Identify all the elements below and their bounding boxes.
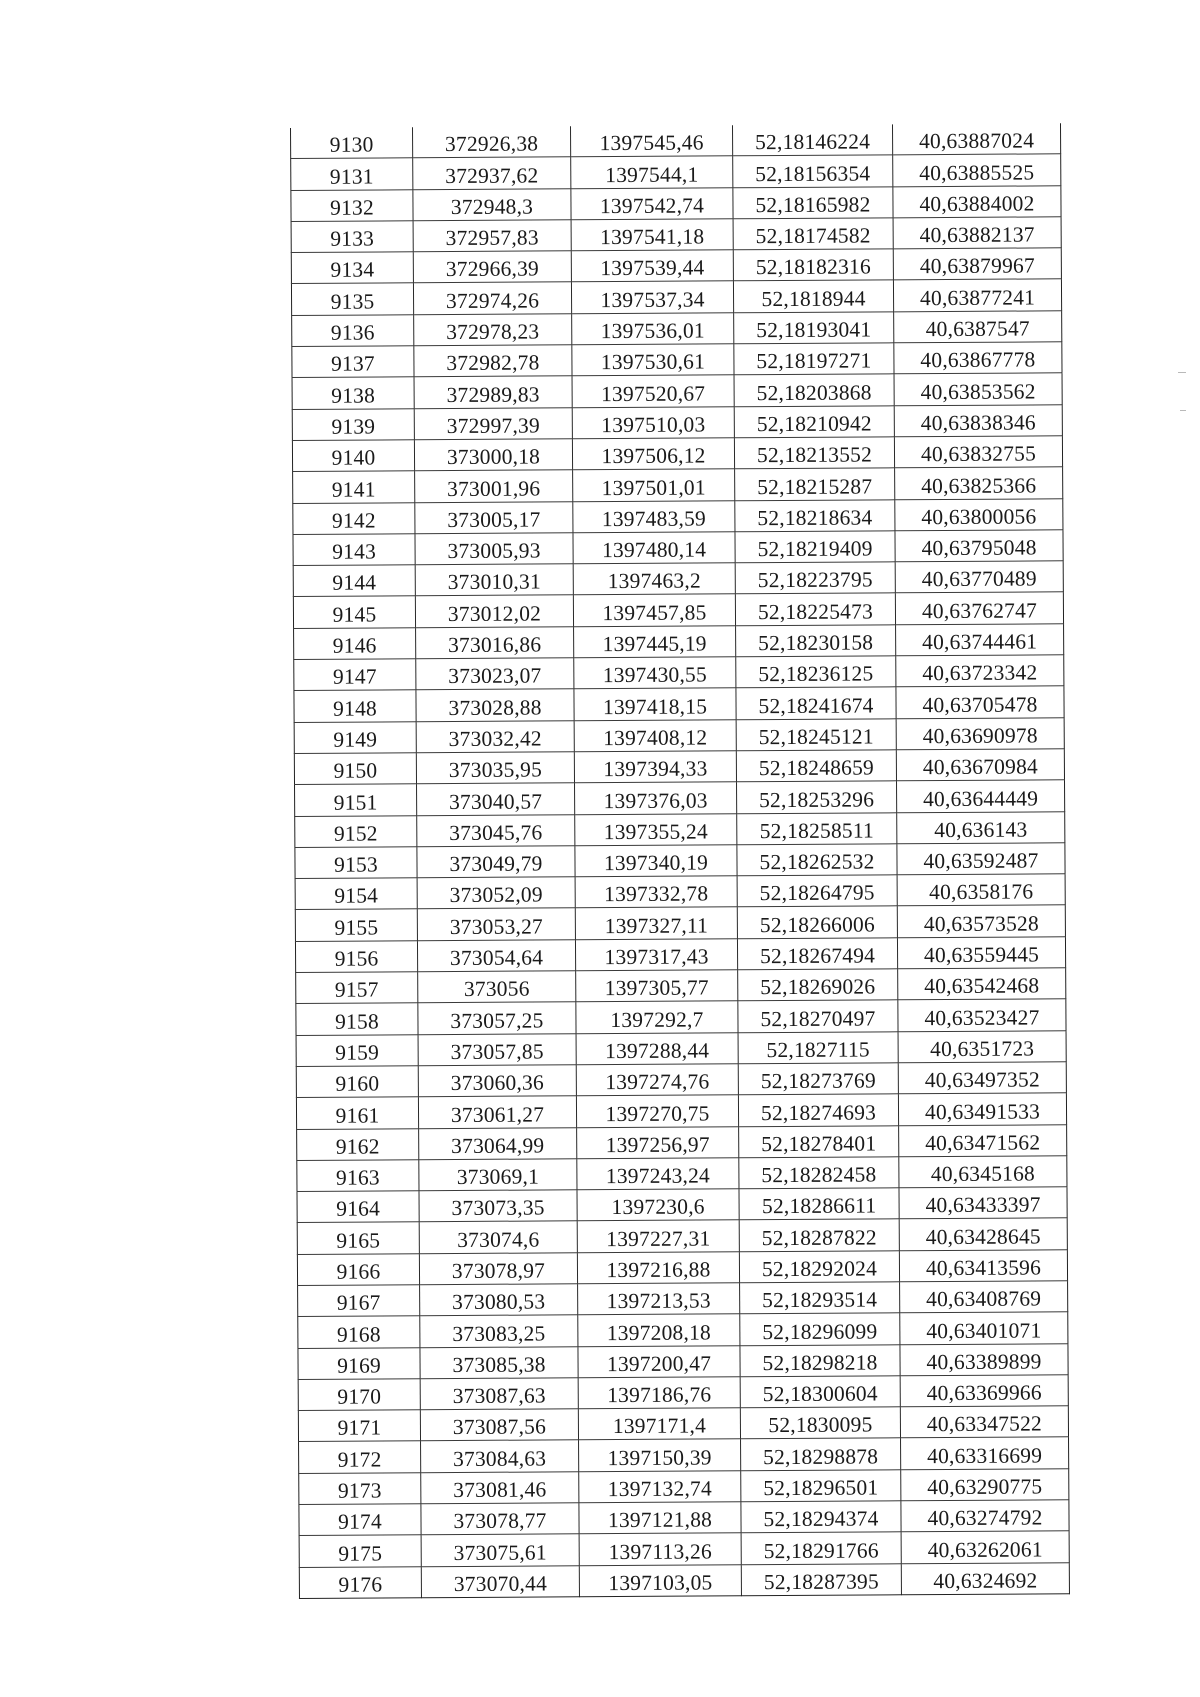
latitude-cell: 52,18174582 bbox=[733, 218, 893, 250]
y-coordinate-cell: 1397186,76 bbox=[578, 1377, 740, 1409]
y-coordinate-cell: 1397200,47 bbox=[578, 1345, 740, 1377]
table-row bbox=[293, 467, 1063, 503]
longitude-cell: 40,63471562 bbox=[899, 1124, 1067, 1156]
longitude-cell: 40,63491533 bbox=[898, 1093, 1066, 1125]
y-coordinate-cell: 1397213,53 bbox=[578, 1283, 740, 1315]
latitude-cell: 52,18282458 bbox=[739, 1157, 899, 1189]
y-coordinate-cell: 1397520,67 bbox=[572, 375, 734, 407]
latitude-cell: 52,18298218 bbox=[740, 1344, 900, 1376]
table-row bbox=[296, 999, 1066, 1035]
y-coordinate-cell: 1397463,2 bbox=[573, 563, 735, 595]
point-number-cell: 9157 bbox=[296, 972, 418, 1004]
x-coordinate-cell: 373057,25 bbox=[418, 1002, 576, 1034]
longitude-cell: 40,63523427 bbox=[898, 999, 1066, 1031]
x-coordinate-cell: 373028,88 bbox=[416, 689, 574, 721]
y-coordinate-cell: 1397305,77 bbox=[576, 970, 738, 1002]
point-number-cell: 9141 bbox=[293, 471, 415, 503]
table-row bbox=[292, 342, 1062, 378]
longitude-cell: 40,63347522 bbox=[900, 1406, 1068, 1438]
table-row bbox=[297, 1156, 1067, 1192]
longitude-cell: 40,63428645 bbox=[899, 1218, 1067, 1250]
point-number-cell: 9155 bbox=[295, 909, 417, 941]
point-number-cell: 9166 bbox=[297, 1253, 419, 1285]
table-row bbox=[299, 1562, 1069, 1598]
x-coordinate-cell: 373069,1 bbox=[419, 1159, 577, 1191]
point-number-cell: 9145 bbox=[293, 596, 415, 628]
table-row bbox=[297, 1249, 1067, 1285]
table-row bbox=[296, 1030, 1066, 1066]
coordinate-table-body bbox=[291, 123, 1070, 1598]
table-row bbox=[291, 123, 1061, 158]
longitude-cell: 40,63290775 bbox=[901, 1469, 1069, 1501]
longitude-cell: 40,63795048 bbox=[895, 530, 1063, 562]
table-row bbox=[297, 1218, 1067, 1254]
y-coordinate-cell: 1397270,75 bbox=[576, 1095, 738, 1127]
latitude-cell: 52,18210942 bbox=[734, 405, 894, 437]
y-coordinate-cell: 1397150,39 bbox=[579, 1439, 741, 1471]
x-coordinate-cell: 373005,17 bbox=[415, 501, 573, 533]
x-coordinate-cell: 373001,96 bbox=[415, 470, 573, 502]
point-number-cell: 9143 bbox=[293, 534, 415, 566]
longitude-cell: 40,63853562 bbox=[894, 373, 1062, 405]
table-row bbox=[299, 1531, 1069, 1567]
table-row bbox=[295, 874, 1065, 910]
y-coordinate-cell: 1397332,78 bbox=[575, 876, 737, 908]
latitude-cell: 52,18274693 bbox=[738, 1094, 898, 1126]
y-coordinate-cell: 1397243,24 bbox=[577, 1158, 739, 1190]
longitude-cell: 40,63884002 bbox=[893, 185, 1061, 217]
y-coordinate-cell: 1397539,44 bbox=[571, 250, 733, 282]
point-number-cell: 9170 bbox=[298, 1379, 420, 1411]
latitude-cell: 52,18262532 bbox=[737, 844, 897, 876]
point-number-cell: 9146 bbox=[294, 627, 416, 659]
x-coordinate-cell: 372957,83 bbox=[413, 220, 571, 252]
x-coordinate-cell: 373010,31 bbox=[415, 564, 573, 596]
latitude-cell: 52,18269026 bbox=[738, 969, 898, 1001]
point-number-cell: 9172 bbox=[299, 1441, 421, 1473]
longitude-cell: 40,636143 bbox=[897, 811, 1065, 843]
latitude-cell: 52,18218634 bbox=[735, 499, 895, 531]
scan-artifact bbox=[1178, 372, 1186, 373]
table-row bbox=[295, 780, 1065, 816]
longitude-cell: 40,63401071 bbox=[900, 1312, 1068, 1344]
y-coordinate-cell: 1397408,12 bbox=[574, 719, 736, 751]
latitude-cell: 52,18241674 bbox=[736, 687, 896, 719]
latitude-cell: 52,18146224 bbox=[732, 124, 892, 156]
x-coordinate-cell: 373056 bbox=[418, 971, 576, 1003]
table-row bbox=[297, 1124, 1067, 1160]
y-coordinate-cell: 1397430,55 bbox=[574, 657, 736, 689]
y-coordinate-cell: 1397530,61 bbox=[572, 344, 734, 376]
table-row bbox=[299, 1437, 1069, 1473]
x-coordinate-cell: 372974,26 bbox=[413, 282, 571, 314]
latitude-cell: 52,1827115 bbox=[738, 1031, 898, 1063]
latitude-cell: 52,18165982 bbox=[733, 186, 893, 218]
x-coordinate-cell: 373049,79 bbox=[417, 846, 575, 878]
y-coordinate-cell: 1397113,26 bbox=[579, 1533, 741, 1565]
latitude-cell: 52,18296099 bbox=[740, 1313, 900, 1345]
latitude-cell: 52,18292024 bbox=[739, 1250, 899, 1282]
latitude-cell: 52,18193041 bbox=[734, 312, 894, 344]
y-coordinate-cell: 1397132,74 bbox=[579, 1471, 741, 1503]
table-row bbox=[297, 1187, 1067, 1223]
table-row bbox=[294, 686, 1064, 722]
y-coordinate-cell: 1397480,14 bbox=[573, 532, 735, 564]
table-row bbox=[298, 1375, 1068, 1411]
latitude-cell: 52,18230158 bbox=[736, 625, 896, 657]
latitude-cell: 52,18219409 bbox=[735, 531, 895, 563]
x-coordinate-cell: 372966,39 bbox=[413, 251, 571, 283]
point-number-cell: 9151 bbox=[295, 784, 417, 816]
longitude-cell: 40,63885525 bbox=[893, 154, 1061, 186]
table-row bbox=[296, 968, 1066, 1004]
point-number-cell: 9154 bbox=[295, 878, 417, 910]
latitude-cell: 52,18253296 bbox=[737, 781, 897, 813]
latitude-cell: 52,18203868 bbox=[734, 374, 894, 406]
x-coordinate-cell: 373057,85 bbox=[418, 1033, 576, 1065]
latitude-cell: 52,18245121 bbox=[736, 718, 896, 750]
y-coordinate-cell: 1397536,01 bbox=[572, 313, 734, 345]
longitude-cell: 40,63542468 bbox=[898, 968, 1066, 1000]
point-number-cell: 9176 bbox=[299, 1566, 421, 1598]
longitude-cell: 40,63573528 bbox=[897, 905, 1065, 937]
y-coordinate-cell: 1397216,88 bbox=[577, 1251, 739, 1283]
point-number-cell: 9140 bbox=[292, 440, 414, 472]
y-coordinate-cell: 1397501,01 bbox=[573, 469, 735, 501]
table-row bbox=[294, 624, 1064, 660]
longitude-cell: 40,63316699 bbox=[901, 1437, 1069, 1469]
y-coordinate-cell: 1397327,11 bbox=[575, 907, 737, 939]
longitude-cell: 40,63497352 bbox=[898, 1062, 1066, 1094]
point-number-cell: 9168 bbox=[298, 1316, 420, 1348]
table-row bbox=[291, 185, 1061, 221]
longitude-cell: 40,63274792 bbox=[901, 1500, 1069, 1532]
latitude-cell: 52,18267494 bbox=[737, 938, 897, 970]
longitude-cell: 40,63825366 bbox=[895, 467, 1063, 499]
latitude-cell: 52,18215287 bbox=[735, 468, 895, 500]
x-coordinate-cell: 373032,42 bbox=[416, 720, 574, 752]
latitude-cell: 52,18286611 bbox=[739, 1188, 899, 1220]
latitude-cell: 52,18213552 bbox=[734, 437, 894, 469]
x-coordinate-cell: 373078,77 bbox=[421, 1503, 579, 1535]
x-coordinate-cell: 372948,3 bbox=[413, 188, 571, 220]
longitude-cell: 40,63882137 bbox=[893, 217, 1061, 249]
point-number-cell: 9150 bbox=[294, 753, 416, 785]
point-number-cell: 9135 bbox=[291, 283, 413, 315]
latitude-cell: 52,18287822 bbox=[739, 1219, 899, 1251]
table-row bbox=[291, 279, 1061, 315]
x-coordinate-cell: 373023,07 bbox=[416, 658, 574, 690]
y-coordinate-cell: 1397288,44 bbox=[576, 1032, 738, 1064]
table-row bbox=[291, 217, 1061, 253]
point-number-cell: 9147 bbox=[294, 659, 416, 691]
longitude-cell: 40,63867778 bbox=[894, 342, 1062, 374]
latitude-cell: 52,18266006 bbox=[737, 906, 897, 938]
y-coordinate-cell: 1397544,1 bbox=[571, 156, 733, 188]
longitude-cell: 40,63644449 bbox=[897, 780, 1065, 812]
table-row bbox=[299, 1469, 1069, 1505]
longitude-cell: 40,63592487 bbox=[897, 843, 1065, 875]
latitude-cell: 52,18223795 bbox=[735, 562, 895, 594]
x-coordinate-cell: 373073,35 bbox=[419, 1190, 577, 1222]
table-row bbox=[291, 248, 1061, 284]
y-coordinate-cell: 1397340,19 bbox=[575, 845, 737, 877]
longitude-cell: 40,63690978 bbox=[896, 717, 1064, 749]
latitude-cell: 52,18258511 bbox=[737, 812, 897, 844]
longitude-cell: 40,63433397 bbox=[899, 1187, 1067, 1219]
longitude-cell: 40,6345168 bbox=[899, 1156, 1067, 1188]
x-coordinate-cell: 373085,38 bbox=[420, 1346, 578, 1378]
table-row bbox=[294, 655, 1064, 691]
latitude-cell: 52,18298878 bbox=[741, 1438, 901, 1470]
point-number-cell: 9130 bbox=[291, 127, 413, 159]
x-coordinate-cell: 373078,97 bbox=[419, 1252, 577, 1284]
point-number-cell: 9167 bbox=[298, 1285, 420, 1317]
y-coordinate-cell: 1397230,6 bbox=[577, 1189, 739, 1221]
table-row bbox=[292, 436, 1062, 472]
y-coordinate-cell: 1397537,34 bbox=[571, 281, 733, 313]
point-number-cell: 9133 bbox=[291, 221, 413, 253]
x-coordinate-cell: 373054,64 bbox=[417, 939, 575, 971]
latitude-cell: 52,18264795 bbox=[737, 875, 897, 907]
point-number-cell: 9149 bbox=[294, 721, 416, 753]
point-number-cell: 9138 bbox=[292, 377, 414, 409]
table-row bbox=[294, 749, 1064, 785]
x-coordinate-cell: 373084,63 bbox=[421, 1440, 579, 1472]
y-coordinate-cell: 1397445,19 bbox=[574, 626, 736, 658]
table-row bbox=[298, 1312, 1068, 1348]
x-coordinate-cell: 373005,93 bbox=[415, 533, 573, 565]
point-number-cell: 9139 bbox=[292, 408, 414, 440]
x-coordinate-cell: 372997,39 bbox=[414, 407, 572, 439]
point-number-cell: 9174 bbox=[299, 1504, 421, 1536]
latitude-cell: 52,18182316 bbox=[733, 249, 893, 281]
point-number-cell: 9152 bbox=[295, 815, 417, 847]
point-number-cell: 9144 bbox=[293, 565, 415, 597]
table-row bbox=[293, 592, 1063, 628]
x-coordinate-cell: 373061,27 bbox=[418, 1096, 576, 1128]
latitude-cell: 52,18296501 bbox=[741, 1470, 901, 1502]
y-coordinate-cell: 1397483,59 bbox=[573, 500, 735, 532]
latitude-cell: 52,18270497 bbox=[738, 1000, 898, 1032]
point-number-cell: 9156 bbox=[295, 940, 417, 972]
x-coordinate-cell: 373060,36 bbox=[418, 1065, 576, 1097]
y-coordinate-cell: 1397103,05 bbox=[579, 1564, 741, 1596]
longitude-cell: 40,63877241 bbox=[893, 279, 1061, 311]
table-row bbox=[296, 1093, 1066, 1129]
longitude-cell: 40,63723342 bbox=[896, 655, 1064, 687]
point-number-cell: 9162 bbox=[297, 1128, 419, 1160]
point-number-cell: 9160 bbox=[296, 1066, 418, 1098]
x-coordinate-cell: 373045,76 bbox=[417, 814, 575, 846]
table-row bbox=[293, 530, 1063, 566]
table-row bbox=[294, 717, 1064, 753]
longitude-cell: 40,63879967 bbox=[893, 248, 1061, 280]
longitude-cell: 40,63887024 bbox=[892, 123, 1060, 155]
latitude-cell: 52,18300604 bbox=[740, 1376, 900, 1408]
point-number-cell: 9137 bbox=[292, 346, 414, 378]
table-row bbox=[292, 311, 1062, 347]
y-coordinate-cell: 1397394,33 bbox=[574, 751, 736, 783]
longitude-cell: 40,6324692 bbox=[901, 1562, 1069, 1594]
x-coordinate-cell: 373075,61 bbox=[421, 1534, 579, 1566]
x-coordinate-cell: 373074,6 bbox=[419, 1221, 577, 1253]
x-coordinate-cell: 373083,25 bbox=[420, 1315, 578, 1347]
y-coordinate-cell: 1397171,4 bbox=[578, 1408, 740, 1440]
table-row bbox=[291, 154, 1061, 190]
table-row bbox=[295, 936, 1065, 972]
x-coordinate-cell: 372926,38 bbox=[412, 126, 570, 158]
x-coordinate-cell: 373012,02 bbox=[415, 595, 573, 627]
longitude-cell: 40,63408769 bbox=[900, 1281, 1068, 1313]
longitude-cell: 40,63705478 bbox=[896, 686, 1064, 718]
x-coordinate-cell: 373016,86 bbox=[416, 627, 574, 659]
longitude-cell: 40,63559445 bbox=[897, 936, 1065, 968]
x-coordinate-cell: 373087,56 bbox=[420, 1409, 578, 1441]
x-coordinate-cell: 373080,53 bbox=[420, 1284, 578, 1316]
longitude-cell: 40,63762747 bbox=[895, 592, 1063, 624]
longitude-cell: 40,63800056 bbox=[895, 498, 1063, 530]
coordinate-table bbox=[290, 123, 1070, 1599]
longitude-cell: 40,6358176 bbox=[897, 874, 1065, 906]
longitude-cell: 40,63413596 bbox=[899, 1249, 1067, 1281]
longitude-cell: 40,63670984 bbox=[896, 749, 1064, 781]
latitude-cell: 52,18236125 bbox=[736, 656, 896, 688]
longitude-cell: 40,63262061 bbox=[901, 1531, 1069, 1563]
scan-artifact bbox=[1180, 410, 1186, 411]
table-row bbox=[292, 373, 1062, 409]
y-coordinate-cell: 1397457,85 bbox=[573, 594, 735, 626]
latitude-cell: 52,18294374 bbox=[741, 1501, 901, 1533]
point-number-cell: 9158 bbox=[296, 1003, 418, 1035]
latitude-cell: 52,1830095 bbox=[740, 1407, 900, 1439]
longitude-cell: 40,63389899 bbox=[900, 1343, 1068, 1375]
table-row bbox=[295, 811, 1065, 847]
latitude-cell: 52,18278401 bbox=[739, 1125, 899, 1157]
latitude-cell: 52,1818944 bbox=[733, 280, 893, 312]
latitude-cell: 52,18225473 bbox=[735, 593, 895, 625]
table-row bbox=[293, 498, 1063, 534]
y-coordinate-cell: 1397541,18 bbox=[571, 219, 733, 251]
point-number-cell: 9175 bbox=[299, 1535, 421, 1567]
y-coordinate-cell: 1397542,74 bbox=[571, 187, 733, 219]
x-coordinate-cell: 373052,09 bbox=[417, 877, 575, 909]
table-row bbox=[298, 1343, 1068, 1379]
point-number-cell: 9136 bbox=[292, 315, 414, 347]
y-coordinate-cell: 1397121,88 bbox=[579, 1502, 741, 1534]
latitude-cell: 52,18287395 bbox=[741, 1563, 901, 1595]
latitude-cell: 52,18197271 bbox=[734, 343, 894, 375]
point-number-cell: 9159 bbox=[296, 1034, 418, 1066]
x-coordinate-cell: 373053,27 bbox=[417, 908, 575, 940]
x-coordinate-cell: 373081,46 bbox=[421, 1472, 579, 1504]
table-row bbox=[295, 905, 1065, 941]
x-coordinate-cell: 372978,23 bbox=[414, 314, 572, 346]
point-number-cell: 9164 bbox=[297, 1191, 419, 1223]
longitude-cell: 40,6387547 bbox=[894, 311, 1062, 343]
latitude-cell: 52,18273769 bbox=[738, 1063, 898, 1095]
longitude-cell: 40,63369966 bbox=[900, 1375, 1068, 1407]
y-coordinate-cell: 1397274,76 bbox=[576, 1064, 738, 1096]
y-coordinate-cell: 1397506,12 bbox=[572, 438, 734, 470]
table-row bbox=[293, 561, 1063, 597]
table-row bbox=[295, 843, 1065, 879]
x-coordinate-cell: 372982,78 bbox=[414, 345, 572, 377]
longitude-cell: 40,6351723 bbox=[898, 1030, 1066, 1062]
table-row bbox=[292, 404, 1062, 440]
point-number-cell: 9161 bbox=[296, 1097, 418, 1129]
y-coordinate-cell: 1397317,43 bbox=[575, 939, 737, 971]
x-coordinate-cell: 373000,18 bbox=[414, 439, 572, 471]
latitude-cell: 52,18291766 bbox=[741, 1532, 901, 1564]
table-row bbox=[298, 1281, 1068, 1317]
table-row bbox=[296, 1062, 1066, 1098]
x-coordinate-cell: 372937,62 bbox=[413, 157, 571, 189]
y-coordinate-cell: 1397418,15 bbox=[574, 688, 736, 720]
longitude-cell: 40,63744461 bbox=[896, 624, 1064, 656]
y-coordinate-cell: 1397376,03 bbox=[575, 782, 737, 814]
x-coordinate-cell: 373040,57 bbox=[417, 783, 575, 815]
y-coordinate-cell: 1397227,31 bbox=[577, 1220, 739, 1252]
longitude-cell: 40,63832755 bbox=[894, 436, 1062, 468]
y-coordinate-cell: 1397545,46 bbox=[570, 125, 732, 157]
x-coordinate-cell: 373087,63 bbox=[420, 1378, 578, 1410]
point-number-cell: 9163 bbox=[297, 1160, 419, 1192]
y-coordinate-cell: 1397256,97 bbox=[577, 1126, 739, 1158]
point-number-cell: 9173 bbox=[299, 1472, 421, 1504]
point-number-cell: 9148 bbox=[294, 690, 416, 722]
x-coordinate-cell: 373064,99 bbox=[419, 1127, 577, 1159]
x-coordinate-cell: 372989,83 bbox=[414, 376, 572, 408]
point-number-cell: 9132 bbox=[291, 189, 413, 221]
point-number-cell: 9134 bbox=[291, 252, 413, 284]
y-coordinate-cell: 1397355,24 bbox=[575, 813, 737, 845]
table-row bbox=[299, 1500, 1069, 1536]
point-number-cell: 9171 bbox=[298, 1410, 420, 1442]
longitude-cell: 40,63838346 bbox=[894, 404, 1062, 436]
latitude-cell: 52,18156354 bbox=[733, 155, 893, 187]
latitude-cell: 52,18248659 bbox=[736, 750, 896, 782]
x-coordinate-cell: 373035,95 bbox=[416, 752, 574, 784]
latitude-cell: 52,18293514 bbox=[740, 1282, 900, 1314]
longitude-cell: 40,63770489 bbox=[895, 561, 1063, 593]
y-coordinate-cell: 1397292,7 bbox=[576, 1001, 738, 1033]
y-coordinate-cell: 1397510,03 bbox=[572, 406, 734, 438]
point-number-cell: 9165 bbox=[297, 1222, 419, 1254]
point-number-cell: 9131 bbox=[291, 158, 413, 190]
y-coordinate-cell: 1397208,18 bbox=[578, 1314, 740, 1346]
table-row bbox=[298, 1406, 1068, 1442]
point-number-cell: 9169 bbox=[298, 1347, 420, 1379]
point-number-cell: 9153 bbox=[295, 847, 417, 879]
x-coordinate-cell: 373070,44 bbox=[421, 1565, 579, 1597]
point-number-cell: 9142 bbox=[293, 502, 415, 534]
